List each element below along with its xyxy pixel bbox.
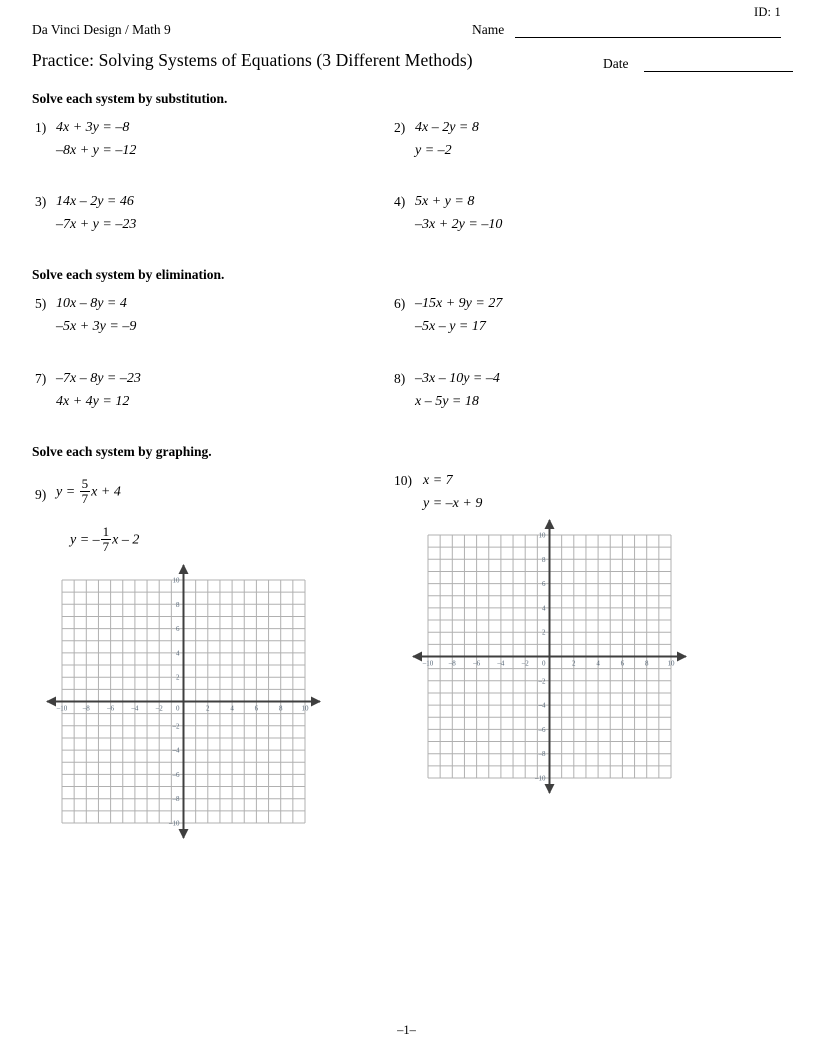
problem-9-eq2-denominator: 7	[102, 538, 110, 554]
name-label: Name	[472, 22, 505, 37]
problem-6-equation-1: –15x + 9y = 27	[415, 296, 503, 311]
problem-9-equation-2	[56, 526, 139, 554]
problem-7-equation-1: –7x – 8y = –23	[56, 371, 141, 386]
problem-6-equations	[415, 297, 502, 334]
arrow-up-icon	[545, 519, 555, 529]
problem-9-eq2-numerator: 1	[102, 524, 110, 540]
x-tick-label: 6	[620, 659, 625, 668]
problem-10-equation-1: x = 7	[423, 473, 453, 488]
problem-10-equation-2: y = –x + 9	[423, 496, 483, 511]
problem-9-eq1-denominator: 7	[81, 490, 89, 506]
page-title: Practice: Solving Systems of Equations (3 Different Methods)	[32, 50, 473, 70]
problem-1-equation-1: 4x + 3y = –8	[56, 120, 130, 135]
title-row	[32, 50, 781, 76]
page-number: –1–	[397, 1023, 416, 1037]
y-tick-label: –4	[172, 746, 180, 755]
problem-1-equations	[56, 121, 136, 158]
problem-3-number: 3)	[35, 194, 47, 209]
arrow-down-icon	[179, 829, 189, 839]
y-tick-label: 10	[172, 576, 180, 585]
origin-label: 0	[176, 704, 180, 713]
arrow-down-icon	[545, 784, 555, 794]
problem-1-equation-2: –8x + y = –12	[56, 143, 137, 158]
problem-9-eq1-lead: y =	[56, 484, 79, 500]
problem-3-equation-1: 14x – 2y = 46	[56, 194, 134, 209]
graph-problem-9[interactable]	[44, 562, 323, 841]
problem-9-eq2-tail: x – 2	[112, 532, 140, 548]
problem-8-equations	[415, 372, 500, 409]
problem-3-equation-2: –7x + y = –23	[56, 217, 137, 232]
y-tick-label: –10	[169, 819, 180, 828]
x-tick-label: –6	[473, 659, 481, 668]
problem-8-equation-1: –3x – 10y = –4	[415, 371, 500, 386]
y-tick-label: –10	[535, 774, 546, 783]
problem-9-eq2-lead: y = –	[70, 532, 100, 548]
y-tick-label: 4	[176, 649, 180, 658]
arrow-left-icon	[412, 652, 422, 662]
problem-7-number: 7)	[35, 371, 47, 386]
problem-9-eq1-tail: x + 4	[91, 484, 121, 500]
problem-9-equations	[56, 478, 139, 555]
y-tick-label: 2	[542, 628, 546, 637]
x-tick-label: 10	[301, 704, 309, 713]
y-tick-label: 2	[176, 673, 180, 682]
problem-9-eq2-fraction	[101, 525, 112, 553]
x-tick-label: –8	[448, 659, 456, 668]
problem-1-number: 1)	[35, 120, 47, 135]
x-tick-label: 8	[644, 659, 649, 668]
x-tick-label: –10	[422, 659, 434, 668]
problem-2-equations	[415, 121, 479, 158]
y-tick-label: –8	[172, 795, 180, 804]
coordinate-plane	[44, 562, 323, 841]
problem-6-equation-2: –5x – y = 17	[415, 319, 486, 334]
problem-7-equations	[56, 372, 141, 409]
date-label: Date	[603, 56, 629, 71]
y-tick-label: 4	[542, 604, 546, 613]
problem-5-equation-2: –5x + 3y = –9	[56, 319, 137, 334]
x-tick-label: 4	[230, 704, 234, 713]
problem-4-equation-1: 5x + y = 8	[415, 194, 475, 209]
coordinate-plane	[410, 517, 689, 796]
x-tick-label: 6	[254, 704, 259, 713]
y-tick-label: 6	[176, 625, 180, 634]
x-tick-label: –2	[521, 659, 529, 668]
x-tick-label: –4	[497, 659, 505, 668]
problem-4-number: 4)	[394, 194, 406, 209]
arrow-right-icon	[677, 652, 687, 662]
problem-5-number: 5)	[35, 296, 47, 311]
problem-7-equation-2: 4x + 4y = 12	[56, 394, 130, 409]
section-heading-elimination: Solve each system by elimination.	[32, 267, 225, 282]
y-tick-label: 8	[542, 555, 546, 564]
problem-10-number: 10)	[394, 473, 412, 488]
y-tick-label: –2	[172, 722, 180, 731]
x-tick-label: 4	[596, 659, 600, 668]
x-tick-label: 10	[667, 659, 675, 668]
y-tick-label: –4	[538, 701, 546, 710]
y-tick-label: 6	[542, 580, 546, 589]
y-tick-label: 8	[176, 600, 180, 609]
y-tick-label: 10	[538, 531, 546, 540]
arrow-left-icon	[46, 697, 56, 707]
problem-2-equation-1: 4x – 2y = 8	[415, 120, 479, 135]
problem-10-equations	[423, 474, 482, 511]
problem-3-equations	[56, 195, 136, 232]
x-tick-label: 2	[572, 659, 576, 668]
y-tick-label: –2	[538, 677, 546, 686]
date-blank-line[interactable]	[644, 71, 793, 72]
problem-8-number: 8)	[394, 371, 406, 386]
problem-2-number: 2)	[394, 120, 406, 135]
name-blank-line[interactable]	[515, 37, 781, 38]
y-tick-label: –6	[172, 770, 180, 779]
x-tick-label: –10	[56, 704, 68, 713]
school-course-label: Da Vinci Design / Math 9	[32, 22, 171, 37]
x-tick-label: –6	[107, 704, 115, 713]
y-tick-label: –6	[538, 725, 546, 734]
problem-6-number: 6)	[394, 296, 406, 311]
graph-problem-10[interactable]	[410, 517, 689, 796]
arrow-up-icon	[179, 564, 189, 574]
problem-9-eq1-numerator: 5	[81, 476, 89, 491]
x-tick-label: –4	[131, 704, 139, 713]
x-tick-label: –2	[155, 704, 163, 713]
axes	[413, 520, 686, 793]
problem-9-equation-1	[56, 478, 139, 506]
problem-4-equations	[415, 195, 502, 232]
x-tick-label: 2	[206, 704, 210, 713]
worksheet-id: ID: 1	[753, 5, 781, 19]
x-tick-label: –8	[82, 704, 90, 713]
arrow-right-icon	[311, 697, 321, 707]
section-heading-graphing: Solve each system by graphing.	[32, 444, 212, 459]
axes	[47, 565, 320, 838]
x-tick-label: 8	[278, 704, 283, 713]
problem-4-equation-2: –3x + 2y = –10	[415, 217, 503, 232]
problem-5-equation-1: 10x – 8y = 4	[56, 296, 127, 311]
name-row	[32, 20, 781, 40]
origin-label: 0	[542, 659, 546, 668]
problem-8-equation-2: x – 5y = 18	[415, 394, 479, 409]
problem-9-number: 9)	[35, 487, 47, 502]
section-heading-substitution: Solve each system by substitution.	[32, 91, 228, 106]
problem-5-equations	[56, 297, 136, 334]
y-tick-label: –8	[538, 750, 546, 759]
problem-2-equation-2: y = –2	[415, 143, 452, 158]
problem-9-eq1-fraction	[80, 477, 91, 505]
